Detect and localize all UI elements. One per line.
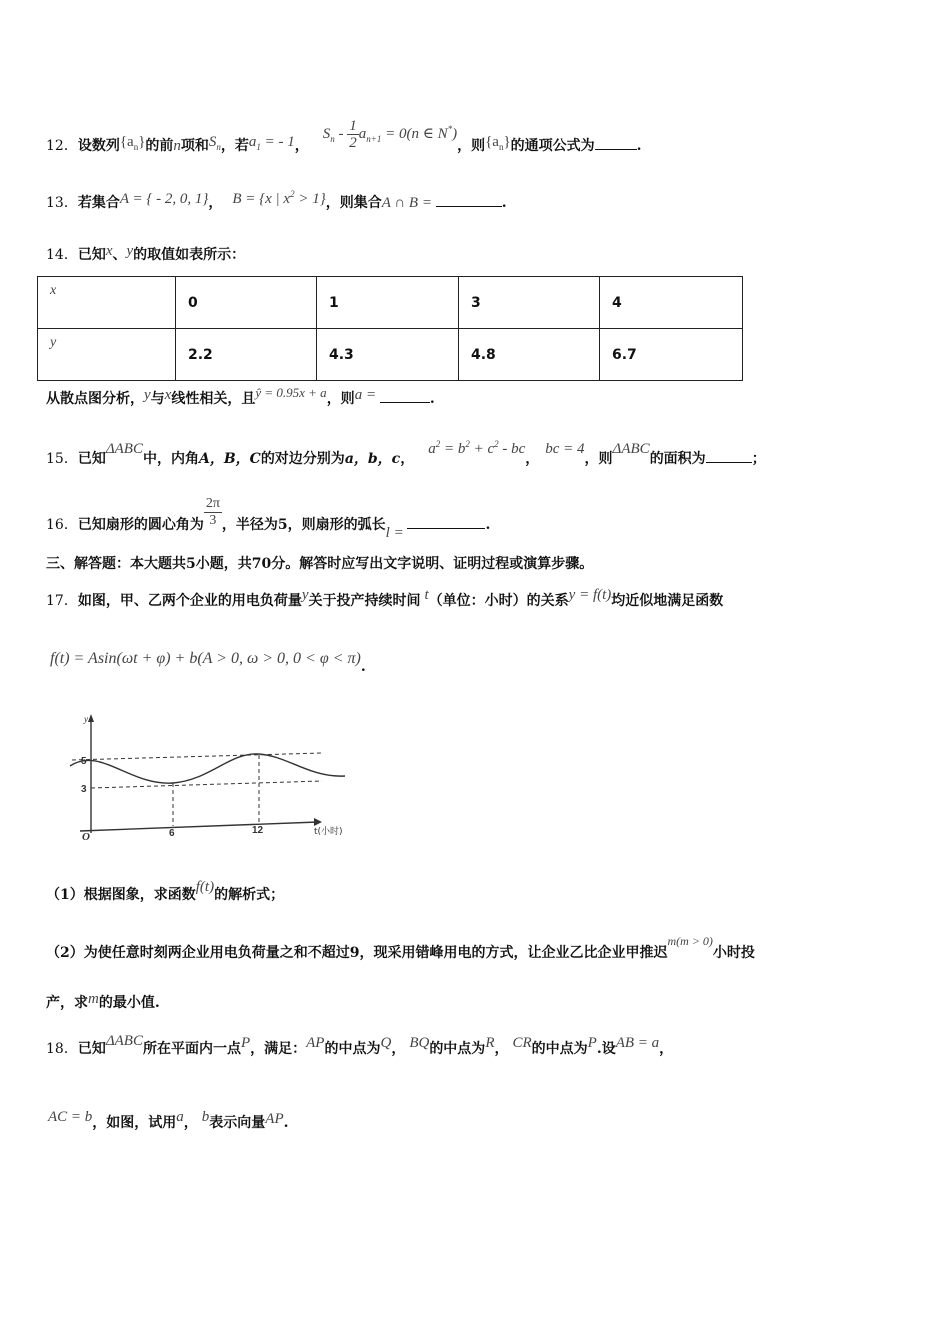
q12-text3: 项和 (180, 137, 209, 154)
q12-number: 12． (46, 137, 78, 154)
q17-part2-m: m(m > 0) (667, 934, 713, 948)
q12-text2: 的前 (145, 137, 174, 154)
q15-answer-blank[interactable] (706, 461, 752, 463)
dashed-line-min (91, 781, 322, 788)
q16-fraction: $\frac{2\pi}{3}$ (205, 496, 220, 528)
q18-Q: Q (380, 1035, 392, 1051)
table-row (38, 277, 743, 329)
table-cell: y (38, 329, 176, 381)
q15-angles: A，B，C (198, 451, 261, 467)
q18-text3: ，满足： (250, 1041, 307, 1057)
q14-x: x (105, 243, 113, 259)
q17-text2: 关于投产持续时间 (308, 593, 421, 609)
table-row (38, 329, 743, 381)
q14-number: 14． (46, 247, 78, 263)
q18-AB-a: AB = a (615, 1035, 660, 1051)
q15-text4: ， (400, 451, 415, 467)
sine-curve (70, 754, 345, 783)
q15-triangle: ΔABC (105, 441, 143, 457)
q15-line (46, 439, 766, 468)
q18-text10: ， (659, 1041, 674, 1057)
x-axis (80, 822, 318, 831)
q18-AP-vector: AP (265, 1111, 284, 1127)
q13-text3: ，则集合 (325, 195, 382, 211)
q17-part2 (46, 934, 755, 962)
q17-formula-end: . (360, 659, 366, 675)
q12-seq: $\{a_n\}$ (119, 133, 146, 152)
q18-line2 (48, 1109, 289, 1132)
q14-after-line (46, 385, 435, 408)
q17-y: y (301, 587, 309, 603)
q18-b: b (201, 1109, 210, 1125)
q17-text: 如图，甲、乙两个企业的用电负荷量 (77, 593, 302, 609)
q13-set-a: A = { - 2, 0, 1} (119, 191, 209, 207)
q17-part1-text: 根据图象，求函数 (83, 887, 196, 903)
q17-part1 (46, 879, 285, 904)
q18-line (46, 1033, 674, 1058)
table-cell: 0 (176, 277, 317, 329)
q12-text: 设数列 (77, 137, 120, 154)
q17-part2-end: 小时投 (712, 945, 755, 961)
q14-text3: 的取值如表所示： (133, 247, 246, 263)
q14-answer-blank[interactable] (380, 401, 430, 403)
q13-answer-blank[interactable] (436, 205, 502, 207)
q14-end: . (429, 391, 435, 407)
table-cell: 6.7 (600, 329, 743, 381)
q12-text6: ，则 (457, 137, 486, 154)
q18-P2: P (587, 1035, 597, 1051)
q14-y: y (126, 243, 134, 259)
q15-number: 15． (46, 451, 78, 467)
q15-equation: $a^2 = b^2 + c^2$ - bc (428, 439, 526, 457)
q16-end: . (485, 516, 491, 533)
q18-number: 18． (46, 1041, 78, 1057)
q18-text6: 的中点为 (429, 1041, 486, 1057)
q17-part1-label: （1） (46, 887, 84, 903)
q17-t: t (424, 587, 429, 603)
q18-CR: CR (512, 1035, 532, 1051)
q16-line (46, 494, 491, 541)
q13-number: 13． (46, 195, 78, 211)
q14-after-text4: ，则 (326, 391, 355, 407)
q17-text4: 均近似地满足函数 (611, 593, 724, 609)
q17-relation: y = f(t) (568, 587, 612, 603)
q17-part2-text3: 的最小值. (98, 995, 160, 1011)
q13-set-b: B = {x | $x^2 > 1$} (232, 189, 326, 207)
q15-text5: ， (525, 451, 540, 467)
q12-text7: 的通项公式为 (510, 137, 595, 154)
q14-text: 已知 (77, 247, 106, 263)
y-tick-5: 5 (81, 756, 87, 767)
q16-answer-blank[interactable] (407, 527, 485, 529)
y-tick-3: 3 (81, 784, 87, 795)
q18-R: R (485, 1035, 495, 1051)
q15-bc: bc = 4 (545, 441, 585, 457)
q14-table (37, 276, 743, 381)
q16-number: 16． (46, 516, 78, 533)
q15-text: 已知 (77, 451, 106, 467)
origin-label: O (82, 831, 90, 843)
q18-AC-b: AC = b (48, 1109, 93, 1125)
q14-after-text: 从散点图分析， (46, 391, 144, 407)
q18-text13: 表示向量 (209, 1115, 266, 1131)
q13-line (46, 189, 507, 212)
q18-a: a (176, 1109, 184, 1125)
q16-text: 已知扇形的圆心角为 (77, 516, 204, 533)
q17-part2-label: （2） (46, 945, 84, 961)
q12-equation: $S_n$ - $\frac{1}{2}$ $a_{n+1} = 0(n$ ∈ N*) (322, 118, 458, 151)
table-cell: 3 (459, 277, 600, 329)
q12-text4: ，若 (220, 137, 249, 154)
q18-text: 已知 (77, 1041, 106, 1057)
y-axis-label: y (84, 714, 88, 724)
q14-regression: ŷ = 0.95x + a (255, 385, 327, 400)
q16-l: l = (385, 524, 408, 541)
q14-line (46, 244, 245, 264)
table-cell: 4 (600, 277, 743, 329)
q17-line (46, 587, 724, 610)
q17-text3: （单位：小时）的关系 (428, 593, 569, 609)
q17-formula: f(t) = Asin(ωt + φ) + b(A > 0, ω > 0, 0 < φ < π) (50, 650, 361, 667)
q14-after-text2: 与 (150, 391, 165, 407)
q13-end: . (501, 195, 507, 211)
q12-S: $S_n$ (208, 133, 221, 152)
q18-text5: ， (391, 1041, 406, 1057)
q17-part2-text2: 产，求 (46, 995, 88, 1011)
q14-a-eq: a = (354, 387, 380, 403)
q18-P: P (240, 1035, 251, 1051)
q17-part2-m2: m (88, 991, 99, 1007)
x-axis-arrow (314, 818, 322, 826)
q16-text2: ，半径为5，则扇形的弧长 (221, 516, 386, 533)
q12-answer-blank[interactable] (595, 148, 637, 150)
x-axis-label: t(小时) (314, 827, 343, 837)
q15-text7: 的面积为 (649, 451, 706, 467)
q18-triangle: ΔABC (105, 1033, 143, 1049)
q17-part2-text: 为使任意时刻两企业用电负荷量之和不超过9，现采用错峰用电的方式，让企业乙比企业甲推迟 (83, 945, 668, 961)
q12-seq2: $\{a_n\}$ (485, 133, 511, 152)
q12-text5: ， (294, 137, 309, 154)
q15-text3: 的对边分别为 (260, 451, 345, 467)
q14-text2: 、 (112, 247, 127, 263)
q12-line (46, 118, 642, 158)
q18-text9: .设 (596, 1041, 616, 1057)
q17-part1-f: f(t) (195, 879, 215, 895)
x-tick-6: 6 (169, 828, 175, 839)
q12-a1: $a_1$ = - 1 (248, 133, 295, 152)
q15-end: ； (751, 451, 766, 467)
x-tick-12: 12 (252, 825, 264, 836)
q18-text11: ，如图，试用 (92, 1115, 177, 1131)
q12-fraction: $\frac{1}{2}$ (349, 118, 357, 151)
q18-AP: AP (306, 1035, 325, 1051)
table-cell: 1 (317, 277, 459, 329)
q15-sides: a，b，c (344, 451, 401, 467)
q14-after-y: y (144, 387, 151, 403)
q17-formula-line (50, 650, 366, 675)
table-cell: 2.2 (176, 329, 317, 381)
q15-text2: 中，内角 (142, 451, 199, 467)
y-axis-arrow (88, 714, 94, 722)
q17-graph (60, 708, 360, 843)
q12-n: n (173, 137, 181, 154)
table-cell: 4.8 (459, 329, 600, 381)
table-cell: 4.3 (317, 329, 459, 381)
q18-text12: ， (183, 1115, 198, 1131)
q13-text2: ， (208, 195, 223, 211)
q18-end: . (283, 1115, 289, 1131)
q15-triangle2: ΔABC (612, 441, 650, 457)
q14-after-text3: 线性相关，且 (171, 391, 256, 407)
q17-number: 17． (46, 593, 78, 609)
q18-BQ: BQ (409, 1035, 430, 1051)
q18-text4: 的中点为 (324, 1041, 381, 1057)
q13-intersection: A ∩ B = (381, 195, 436, 211)
q13-text: 若集合 (77, 195, 120, 211)
table-cell: x (38, 277, 176, 329)
q18-text2: 所在平面内一点 (142, 1041, 241, 1057)
dashed-line-max (72, 753, 322, 760)
q14-after-x: x (164, 387, 172, 403)
section3-heading: 三、解答题：本大题共5小题，共70分。解答时应写出文字说明、证明过程或演算步骤。 (46, 556, 594, 572)
q15-text6: ，则 (584, 451, 613, 467)
q12-end: . (636, 137, 642, 154)
q17-part2-line2 (46, 992, 160, 1012)
q18-text7: ， (494, 1041, 509, 1057)
q17-part1-end: 的解析式； (214, 887, 285, 903)
q18-text8: 的中点为 (531, 1041, 588, 1057)
